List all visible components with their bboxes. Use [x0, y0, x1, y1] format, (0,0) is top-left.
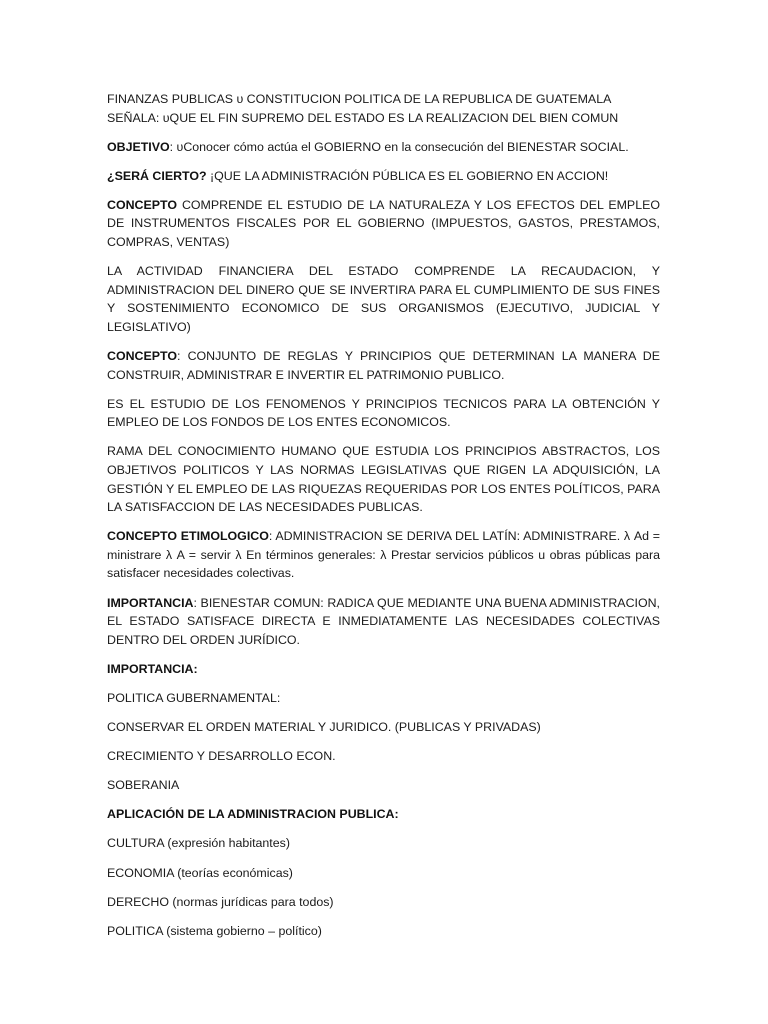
objetivo-text: : υConocer cómo actúa el GOBIERNO en la consecución del BIENESTAR SOCIAL. — [169, 139, 629, 154]
objetivo-label: OBJETIVO — [107, 139, 170, 154]
importancia-text: : BIENESTAR COMUN: RADICA QUE MEDIANTE UNA BUENA ADMINISTRACION, EL ESTADO SATISFACE DIRECTA E INMEDIATAMENTE LAS NECESIDADES COLECTIVAS DENTRO DEL ORDEN JURÍDICO. — [107, 595, 660, 647]
estudio-fenomenos-text: ES EL ESTUDIO DE LOS FENOMENOS Y PRINCIPIOS TECNICOS PARA LA OBTENCIÓN Y EMPLEO DE LOS FONDOS DE LOS ENTES ECONOMICOS. — [107, 396, 660, 430]
crecimiento-line — [107, 747, 660, 766]
politica-gubernamental-text: POLITICA GUBERNAMENTAL: — [107, 690, 281, 705]
politica-line — [107, 922, 660, 941]
concepto-text-1: COMPRENDE EL ESTUDIO DE LA NATURALEZA Y LOS EFECTOS DEL EMPLEO DE INSTRUMENTOS FISCALES POR EL GOBIERNO (IMPUESTOS, GASTOS, PRESTAMOS, COMPRAS, VENTAS) — [107, 197, 660, 250]
politica-gubernamental-line — [107, 689, 660, 708]
actividad-financiera-paragraph — [107, 262, 660, 336]
conservar-orden-line — [107, 718, 660, 737]
concepto-label-1: CONCEPTO — [107, 197, 177, 212]
cultura-text: CULTURA (expresión habitantes) — [107, 836, 290, 851]
objetivo-paragraph — [107, 138, 660, 157]
derecho-text: DERECHO (normas jurídicas para todos) — [107, 894, 334, 909]
economia-line — [107, 864, 660, 883]
concepto-etimologico-text: : ADMINISTRACION SE DERIVA DEL LATÍN: ADMINISTRARE. λ Ad = ministrare λ A = servir λ En términos generales: λ Prestar servicios públicos u obras públicas para satisfacer necesidades colectivas. — [107, 529, 660, 581]
sera-cierto-text: ¡QUE LA ADMINISTRACIÓN PÚBLICA ES EL GOBIERNO EN ACCION! — [206, 168, 609, 183]
sera-cierto-paragraph — [107, 167, 660, 186]
importancia-heading-label: IMPORTANCIA: — [107, 661, 198, 676]
crecimiento-text: CRECIMIENTO Y DESARROLLO ECON. — [107, 749, 336, 764]
aplicacion-heading — [107, 805, 660, 824]
concepto-etimologico-label: CONCEPTO ETIMOLOGICO — [107, 529, 269, 544]
concepto-paragraph-1 — [107, 196, 660, 252]
intro-text: FINANZAS PUBLICAS υ CONSTITUCION POLITICA DE LA REPUBLICA DE GUATEMALA SEÑALA: υQUE EL FIN SUPREMO DEL ESTADO ES LA REALIZACION DEL BIEN COMUN — [107, 92, 619, 125]
soberania-text: SOBERANIA — [107, 778, 180, 793]
cultura-line — [107, 834, 660, 853]
actividad-financiera-text: LA ACTIVIDAD FINANCIERA DEL ESTADO COMPRENDE LA RECAUDACION, Y ADMINISTRACION DEL DINERO QUE SE INVERTIRA PARA EL CUMPLIMIENTO DE SUS FINES Y SOSTENIMIENTO ECONOMICO DE SUS ORGANISMOS (EJECUTIVO, JUDICIAL Y LEGISLATIVO) — [107, 264, 660, 334]
soberania-line — [107, 776, 660, 795]
intro-paragraph — [107, 90, 660, 127]
concepto-etimologico-paragraph — [107, 527, 660, 583]
concepto-label-2: CONCEPTO — [107, 349, 177, 364]
concepto-paragraph-2 — [107, 347, 660, 384]
derecho-line — [107, 893, 660, 912]
sera-cierto-label: ¿SERÁ CIERTO? — [107, 168, 207, 183]
aplicacion-heading-label: APLICACIÓN DE LA ADMINISTRACION PUBLICA: — [107, 807, 399, 822]
importancia-heading — [107, 660, 660, 679]
importancia-paragraph — [107, 594, 660, 650]
economia-text: ECONOMIA (teorías económicas) — [107, 865, 293, 880]
concepto-text-2: : CONJUNTO DE REGLAS Y PRINCIPIOS QUE DETERMINAN LA MANERA DE CONSTRUIR, ADMINISTRAR E INVERTIR EL PATRIMONIO PUBLICO. — [107, 349, 660, 382]
estudio-fenomenos-paragraph — [107, 395, 660, 432]
politica-text: POLITICA (sistema gobierno – político) — [107, 923, 322, 938]
rama-conocimiento-text: RAMA DEL CONOCIMIENTO HUMANO QUE ESTUDIA LOS PRINCIPIOS ABSTRACTOS, LOS OBJETIVOS POLITICOS Y LAS NORMAS LEGISLATIVAS QUE RIGEN LA ADQUISICIÓN, LA GESTIÓN Y EL EMPLEO DE LAS RIQUEZAS REQUERIDAS POR LOS ENTES POLÍTICOS, PARA LA SATISFACCION DE LAS NECESIDADES PUBLICAS. — [107, 444, 660, 515]
rama-conocimiento-paragraph — [107, 442, 660, 516]
importancia-label: IMPORTANCIA — [107, 595, 194, 610]
conservar-orden-text: CONSERVAR EL ORDEN MATERIAL Y JURIDICO. (PUBLICAS Y PRIVADAS) — [107, 720, 541, 735]
